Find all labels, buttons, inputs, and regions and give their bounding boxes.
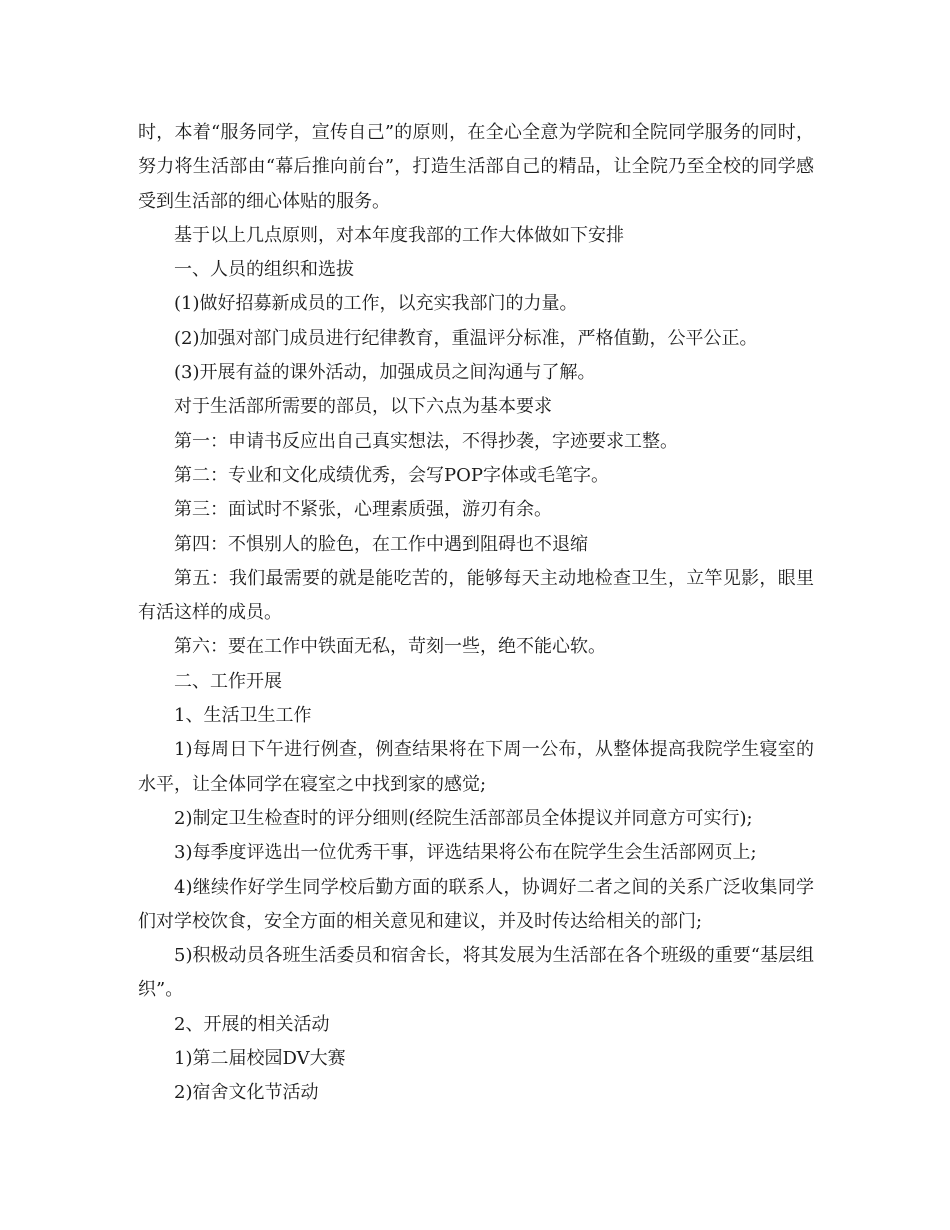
document-body <box>138 116 814 1111</box>
list-item: 第二：专业和文化成绩优秀，会写POP字体或毛笔字。 <box>174 464 609 486</box>
paragraph: 时，本着“服务同学，宣传自己”的原则，在全心全意为学院和全院同学服务的同时，努力将生活部由“幕后推向前台”，打造生活部自己的精品，让全院乃至全校的同学感受到生活部的细心体贴的服务。 <box>138 122 814 212</box>
list-item: 5)积极动员各班生活委员和宿舍长，将其发展为生活部在各个班级的重要“基层组织”。 <box>138 945 814 1001</box>
list-item: (2)加强对部门成员进行纪律教育，重温评分标准，严格值勤，公平公正。 <box>174 327 758 349</box>
list-item: 1)第二届校园DV大赛 <box>174 1048 346 1070</box>
section-heading: 一、人员的组织和选拔 <box>174 259 354 281</box>
subsection-heading: 1、生活卫生工作 <box>174 705 312 727</box>
list-item: 1)每周日下午进行例查，例查结果将在下周一公布，从整体提高我院学生寝室的水平，让全体同学在寝室之中找到家的感觉; <box>138 739 814 795</box>
list-item: 4)继续作好学生同学校后勤方面的联系人，协调好二者之间的关系广泛收集同学们对学校饮食，安全方面的相关意见和建议，并及时传达给相关的部门; <box>138 876 814 932</box>
list-item: (3)开展有益的课外活动，加强成员之间沟通与了解。 <box>174 362 596 384</box>
list-item: (1)做好招募新成员的工作，以充实我部门的力量。 <box>174 293 578 315</box>
paragraph: 基于以上几点原则，对本年度我部的工作大体做如下安排 <box>174 224 624 246</box>
list-item: 第一：申请书反应出自己真实想法，不得抄袭，字迹要求工整。 <box>174 430 678 452</box>
list-item: 2)制定卫生检查时的评分细则(经院生活部部员全体提议并同意方可实行); <box>174 807 753 829</box>
list-item: 第六：要在工作中铁面无私，苛刻一些，绝不能心软。 <box>174 636 606 658</box>
paragraph: 对于生活部所需要的部员，以下六点为基本要求 <box>174 396 552 418</box>
list-item: 3)每季度评选出一位优秀干事，评选结果将公布在院学生会生活部网页上; <box>174 842 757 864</box>
list-item: 第五：我们最需要的就是能吃苦的，能够每天主动地检查卫生，立竿见影，眼里有活这样的成员。 <box>138 567 814 624</box>
section-heading: 二、工作开展 <box>174 670 282 692</box>
list-item: 2)宿舍文化节活动 <box>174 1082 319 1104</box>
list-item: 第四：不惧别人的脸色，在工作中遇到阻碍也不退缩 <box>174 533 588 555</box>
subsection-heading: 2、开展的相关活动 <box>174 1013 330 1035</box>
list-item: 第三：面试时不紧张，心理素质强，游刃有余。 <box>174 499 552 521</box>
